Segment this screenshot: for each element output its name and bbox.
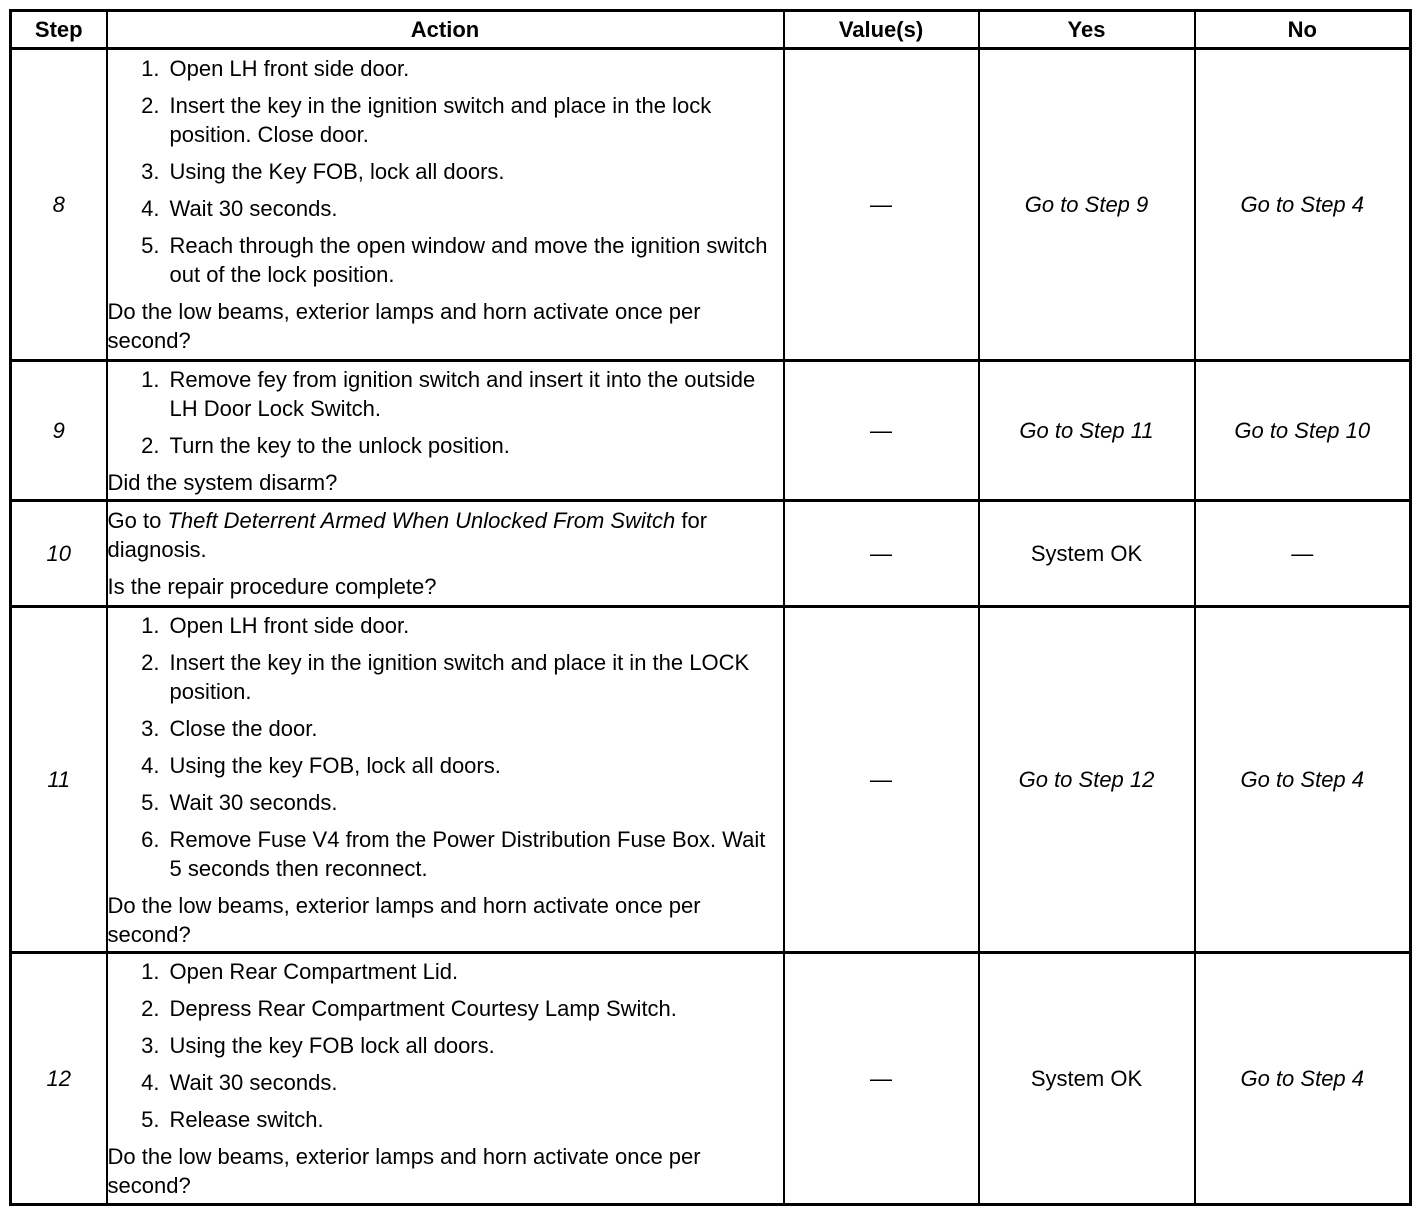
value-cell: — <box>784 361 979 501</box>
item-number: 1. <box>141 612 160 638</box>
question-text: Do the low beams, exterior lamps and horn activate once per second? <box>107 299 701 353</box>
action-cell <box>107 501 784 607</box>
item-number: 1. <box>141 366 160 392</box>
list-item <box>108 788 783 817</box>
item-number: 2. <box>141 996 160 1021</box>
list-item <box>108 648 783 706</box>
item-number: 3. <box>141 1033 160 1058</box>
list-item <box>108 1105 783 1134</box>
item-text: Insert the key in the ignition switch and place in the lock position. Close door. <box>169 93 712 147</box>
action-cell <box>107 49 784 361</box>
header-values: Value(s) <box>784 11 979 49</box>
step-number: 11 <box>11 607 107 953</box>
list-item <box>108 751 783 780</box>
action-list <box>108 365 783 460</box>
action-list <box>108 611 783 883</box>
question-text: Do the low beams, exterior lamps and horn activate once per second? <box>107 1144 701 1198</box>
value-cell: — <box>784 953 979 1205</box>
value-cell: — <box>784 49 979 361</box>
list-item <box>108 611 783 640</box>
item-number: 5. <box>141 789 160 815</box>
list-item <box>108 194 783 223</box>
list-item <box>108 1031 783 1060</box>
item-number: 6. <box>141 826 160 852</box>
action-cell <box>107 953 784 1205</box>
list-item <box>108 1068 783 1097</box>
value-cell: — <box>784 607 979 953</box>
item-number: 4. <box>141 1070 160 1095</box>
action-cell <box>107 361 784 501</box>
table-row <box>11 953 1411 1205</box>
intro-text <box>108 506 783 564</box>
no-result: — <box>1195 501 1411 607</box>
question-text: Do the low beams, exterior lamps and horn activate once per second? <box>107 892 701 947</box>
item-text: Using the Key FOB, lock all doors. <box>169 159 505 184</box>
table-row <box>11 607 1411 953</box>
no-result: Go to Step 4 <box>1195 953 1411 1205</box>
header-yes: Yes <box>979 11 1195 49</box>
list-item <box>108 957 783 986</box>
item-number: 3. <box>141 159 160 184</box>
header-action: Action <box>107 11 784 49</box>
item-text: Wait 30 seconds. <box>169 1070 338 1095</box>
table-row <box>11 361 1411 501</box>
header-step: Step <box>11 11 107 49</box>
yes-result: System OK <box>979 501 1195 607</box>
list-item <box>108 714 783 743</box>
item-text: Open LH front side door. <box>169 56 410 81</box>
header-no: No <box>1195 11 1411 49</box>
question-text: Is the repair procedure complete? <box>107 574 437 599</box>
item-text: Insert the key in the ignition switch and place it in the LOCK position. <box>169 649 750 704</box>
item-number: 1. <box>141 56 160 81</box>
value-cell: — <box>784 501 979 607</box>
item-text: Turn the key to the unlock position. <box>169 432 510 458</box>
header-row <box>11 11 1411 49</box>
step-number: 8 <box>11 49 107 361</box>
item-number: 3. <box>141 715 160 741</box>
item-number: 4. <box>141 752 160 778</box>
table-row <box>11 49 1411 361</box>
item-number: 1. <box>141 959 160 984</box>
yes-result: Go to Step 9 <box>979 49 1195 361</box>
list-item <box>108 825 783 883</box>
question-text: Did the system disarm? <box>107 469 338 495</box>
action-cell <box>107 607 784 953</box>
list-item <box>108 54 783 83</box>
table-row <box>11 501 1411 607</box>
yes-result: System OK <box>979 953 1195 1205</box>
action-list <box>108 957 783 1134</box>
list-item <box>108 231 783 289</box>
step-number: 10 <box>11 501 107 607</box>
step-number: 12 <box>11 953 107 1205</box>
diagnostic-table <box>9 9 1412 1206</box>
item-text: Remove fey from ignition switch and insert it into the outside LH Door Lock Switch. <box>169 366 756 421</box>
intro-prefix: Go to <box>107 508 168 533</box>
item-text: Wait 30 seconds. <box>169 196 338 221</box>
item-text: Remove Fuse V4 from the Power Distribution Fuse Box. Wait 5 seconds then reconnect. <box>169 826 766 881</box>
list-item <box>108 994 783 1023</box>
item-text: Close the door. <box>169 715 318 741</box>
item-text: Release switch. <box>169 1107 324 1132</box>
item-text: Depress Rear Compartment Courtesy Lamp Switch. <box>169 996 677 1021</box>
list-item <box>108 365 783 423</box>
item-number: 2. <box>141 649 160 675</box>
item-number: 5. <box>141 233 160 258</box>
step-number: 9 <box>11 361 107 501</box>
list-item <box>108 157 783 186</box>
no-result: Go to Step 4 <box>1195 607 1411 953</box>
item-number: 2. <box>141 432 160 458</box>
item-number: 5. <box>141 1107 160 1132</box>
item-text: Reach through the open window and move the ignition switch out of the lock position. <box>169 233 768 287</box>
no-result: Go to Step 10 <box>1195 361 1411 501</box>
item-text: Open LH front side door. <box>169 612 410 638</box>
yes-result: Go to Step 12 <box>979 607 1195 953</box>
item-number: 2. <box>141 93 160 118</box>
item-text: Using the key FOB, lock all doors. <box>169 752 501 778</box>
action-list <box>108 54 783 289</box>
intro-suffix: for diagnosis. <box>107 508 708 562</box>
no-result: Go to Step 4 <box>1195 49 1411 361</box>
yes-result: Go to Step 11 <box>979 361 1195 501</box>
procedure-link-text: Theft Deterrent Armed When Unlocked From Switch <box>167 508 676 533</box>
item-text: Open Rear Compartment Lid. <box>169 959 459 984</box>
item-text: Using the key FOB lock all doors. <box>169 1033 495 1058</box>
list-item <box>108 431 783 460</box>
list-item <box>108 91 783 149</box>
item-text: Wait 30 seconds. <box>169 789 338 815</box>
item-number: 4. <box>141 196 160 221</box>
